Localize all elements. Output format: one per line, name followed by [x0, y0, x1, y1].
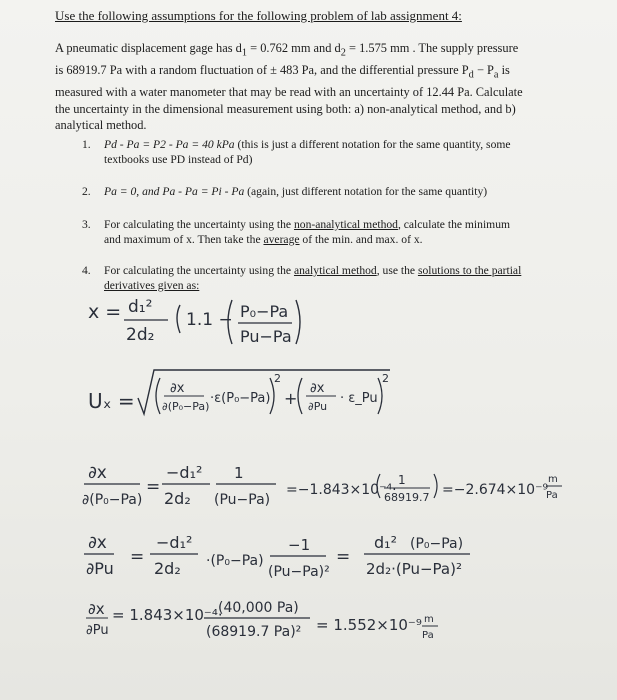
svg-text:=−2.674×10⁻⁹: =−2.674×10⁻⁹ — [442, 482, 549, 498]
svg-text:∂x: ∂x — [170, 381, 185, 396]
svg-text:=: = — [146, 477, 161, 497]
svg-text:∂Pu: ∂Pu — [86, 559, 114, 578]
svg-text:1: 1 — [398, 473, 406, 487]
item-equation: Pa = 0, and Pa - Pa = Pi - Pa — [104, 185, 245, 198]
svg-text:(40,000 Pa): (40,000 Pa) — [218, 600, 299, 616]
svg-text:m: m — [548, 474, 558, 485]
svg-text:Pa: Pa — [422, 630, 434, 641]
analytical-link: analytical method — [293, 264, 377, 277]
non-analytical-link: non-analytical method — [293, 218, 398, 231]
handwritten-partial-derivative-2 — [84, 533, 470, 580]
svg-text:Pu−Pa: Pu−Pa — [240, 327, 292, 346]
svg-text:2: 2 — [274, 372, 281, 385]
problem-line1b: = 0.762 mm and d — [247, 41, 341, 55]
svg-text:Uₓ =: Uₓ = — [88, 389, 135, 413]
item-text-line2: textbooks use PD instead of Pd) — [104, 152, 253, 166]
svg-text:d₁²: d₁² — [374, 533, 397, 552]
svg-text:∂x: ∂x — [310, 381, 325, 396]
svg-text:+: + — [284, 389, 298, 408]
item-text: (this is just a different notation for the same quantity, some — [234, 138, 511, 151]
svg-text:2d₂: 2d₂ — [154, 559, 181, 578]
handwritten-partial-derivative-1 — [82, 463, 562, 508]
handwritten-x-equation — [88, 297, 300, 346]
svg-text:1: 1 — [234, 464, 244, 482]
item-text: of the min. and max. of x. — [299, 232, 423, 246]
svg-text:·(P₀−Pa): ·(P₀−Pa) — [206, 553, 264, 569]
item-text: and maximum of x. Then take the — [104, 232, 264, 246]
problem-line4: the uncertainty in the dimensional measurement using both: a) non-analytical method, and b) — [55, 101, 516, 116]
svg-text:∂x: ∂x — [88, 533, 107, 553]
svg-text:∂(P₀−Pa): ∂(P₀−Pa) — [82, 492, 143, 508]
item-number: 4. — [82, 264, 91, 277]
item-text: For calculating the uncertainty using the — [104, 264, 294, 277]
item-text-line2: derivatives given as: — [104, 278, 200, 292]
svg-text:2d₂: 2d₂ — [126, 325, 155, 345]
svg-text:1.1 −: 1.1 − — [186, 310, 233, 330]
svg-text:−1: −1 — [288, 536, 311, 554]
svg-text:∂x: ∂x — [88, 600, 105, 618]
item-text: For calculating the uncertainty using the — [104, 218, 294, 231]
svg-text:2: 2 — [382, 372, 389, 385]
handwritten-numeric-result — [86, 600, 438, 641]
svg-text:−d₁²: −d₁² — [156, 533, 193, 552]
svg-text:∂(P₀−Pa): ∂(P₀−Pa) — [162, 400, 210, 413]
svg-text:d₁²: d₁² — [128, 297, 153, 317]
svg-text:x =: x = — [88, 301, 122, 323]
svg-text:(Pu−Pa): (Pu−Pa) — [214, 492, 271, 508]
svg-text:(Pu−Pa)²: (Pu−Pa)² — [268, 564, 330, 580]
item-equation: Pd - Pa = P2 - Pa = 40 kPa — [104, 138, 235, 151]
problem-line1c: = 1.575 mm . The supply pressure — [345, 41, 519, 55]
problem-line2c: is — [498, 63, 510, 78]
page-title: Use the following assumptions for the following problem of lab assignment 4: — [55, 8, 462, 23]
svg-text:P₀−Pa: P₀−Pa — [240, 302, 289, 321]
svg-text:∂x: ∂x — [88, 463, 107, 483]
item-text: (again, just different notation for the same quantity) — [244, 185, 488, 198]
svg-text:−d₁²: −d₁² — [166, 463, 203, 482]
item-number: 3. — [82, 218, 91, 231]
problem-statement: A pneumatic displacement gage has $d_1 = 0.762$ mm and $d_2 = 1.575$ mm . The supply pressure is 68919.7 Pa with a random fluctuation of ± 483 Pa, and the differential pressure $P_d - P_a$ is measured with a water manometer that may be read with an uncertainty of 12.44 Pa. Calculate the uncertainty in the dimensional measurement using both: a) non-analytical method, and b) analytical method. — [55, 40, 595, 134]
svg-text:· ε_Pu: · ε_Pu — [340, 391, 378, 406]
svg-text:(68919.7 Pa)²: (68919.7 Pa)² — [206, 624, 302, 640]
svg-text:=: = — [130, 547, 145, 567]
average-link: average — [263, 232, 300, 246]
svg-text:=−1.843×10⁻⁴·: =−1.843×10⁻⁴· — [286, 482, 397, 498]
svg-text:= 1.552×10⁻⁹: = 1.552×10⁻⁹ — [316, 616, 422, 634]
svg-text:∂Pu: ∂Pu — [308, 400, 328, 413]
item-text: , calculate the minimum — [397, 218, 511, 231]
item-number: 1. — [82, 138, 91, 151]
svg-text:68919.7: 68919.7 — [384, 491, 430, 504]
svg-text:2d₂·(Pu−Pa)²: 2d₂·(Pu−Pa)² — [366, 560, 462, 578]
svg-text:·ε(P₀−Pa): ·ε(P₀−Pa) — [210, 391, 271, 406]
svg-text:∂Pu: ∂Pu — [86, 623, 109, 638]
svg-text:2d₂: 2d₂ — [164, 489, 191, 508]
partial-derivatives-link: solutions to the partial — [417, 264, 522, 277]
item-text: , use the — [376, 264, 418, 277]
svg-text:m: m — [424, 614, 434, 625]
svg-text:Pa: Pa — [546, 490, 558, 501]
handwritten-uncertainty-equation — [88, 370, 390, 414]
svg-text:=: = — [336, 547, 351, 567]
svg-text:= 1.843×10⁻⁴·: = 1.843×10⁻⁴· — [112, 606, 223, 624]
problem-line1: A pneumatic displacement gage has d — [55, 41, 242, 55]
item-number: 2. — [82, 185, 91, 198]
problem-line2: is 68919.7 Pa with a random fluctuation of ± 483 Pa, and the differential pressure P — [55, 63, 469, 78]
problem-line5: analytical method. — [55, 118, 147, 133]
problem-line3: measured with a water manometer that may be read with an uncertainty of 12.44 Pa. Calculate — [55, 85, 523, 100]
svg-text:(P₀−Pa): (P₀−Pa) — [410, 536, 464, 552]
problem-line2b: − P — [473, 63, 494, 78]
